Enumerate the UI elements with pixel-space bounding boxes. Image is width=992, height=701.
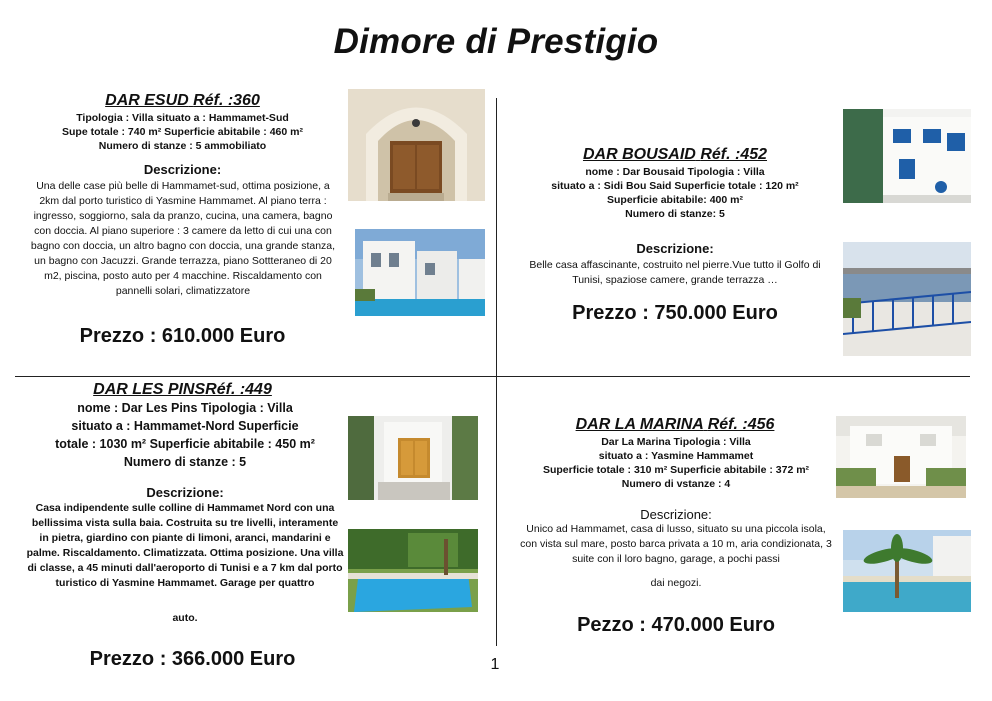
listing-ref: Réf. :456 [707, 416, 775, 433]
listing-name: DAR BOUSAID [582, 146, 696, 163]
listing-heading [530, 416, 820, 434]
marina-palm-photo [843, 530, 971, 612]
info-line: situato a : Yasmine Hammamet [598, 450, 754, 462]
info-line: situato a : Sidi Bou Said Superficie totale : 120 m² [551, 180, 799, 192]
villa-pool-photo [355, 229, 485, 316]
description-text: Una delle case più belle di Hammamet-sud, ottima posizione, a 2km dal porto turistico di Yasmine Hammamet. Al piano terra : ingresso, soggiorno, sala da pranzo, cucina, una camera, bagno con doccia. Al piano superiore : 3 camere da letto di cui una con bagno con doccia, un altro bagno con doccia, una grande stanza, un bagno con Jacuzzi. Grande terrazza, piano Sottteraneo di 20 m2, piscina, posto auto per 4 macchine. Riscaldamento con pannelli solari, climatizzatore [30, 180, 336, 297]
description-tail: dai negozi. [650, 577, 702, 589]
info-line: nome : Dar Les Pins Tipologia : Villa [77, 401, 293, 415]
description-label: Descrizione: [146, 485, 224, 500]
description-label: Descrizione: [143, 162, 222, 177]
listing-ref: Réf. :452 [700, 146, 768, 163]
villa-arch-door-photo [348, 89, 485, 201]
listing-info [515, 435, 837, 491]
info-line: nome : Dar Bousaid Tipologia : Villa [585, 166, 765, 178]
description-text: Casa indipendente sulle colline di Hammamet Nord con una bellissima vista sulla baia. Costruita su tre livelli, interamente in pietra, giardino con piante di limoni, aranci, mandarini e palme. Riscaldamento. Climatizzata. Ottima posizione. Una villa di classe, a 45 minuti dall'aeroporto di Tunisi e a 7 km dal porto turistico di Yasmine Hammamet. Garage per quattro [26, 502, 344, 589]
description-tail: auto. [172, 612, 198, 624]
listing-ref: Réf. :449 [205, 381, 272, 398]
listing-info [515, 165, 835, 221]
blue-white-house-photo [843, 109, 971, 203]
listing-heading [530, 146, 820, 164]
listing-name: DAR LES PINS [93, 381, 206, 398]
listing-name: DAR ESUD [105, 92, 189, 109]
description-text: Belle casa affascinante, costruito nel pierre.Vue tutto il Golfo di Tunisi, spaziose camere, grande terrazza … [529, 259, 821, 286]
price: Prezzo : 610.000 Euro [79, 325, 286, 347]
info-line: Superficie abitabile: 400 m² [607, 194, 743, 206]
listing-name: DAR LA MARINA [575, 416, 704, 433]
listing-heading [40, 92, 325, 110]
listing-heading [30, 381, 335, 399]
info-line: Supe totale : 740 m² Superficie abitabile : 460 m² [62, 126, 303, 138]
info-line: Numero di vstanze : 4 [621, 478, 731, 490]
info-line: Numero di stanze : 5 ammobiliato [98, 140, 267, 152]
price: Pezzo : 470.000 Euro [577, 614, 775, 636]
page-title: Dimore di Prestigio [333, 22, 659, 61]
sea-view-terrace-photo [843, 242, 971, 356]
description-label: Descrizione: [636, 241, 714, 256]
info-line: Dar La Marina Tipologia : Villa [601, 436, 751, 448]
listing-info [20, 399, 350, 471]
pool-palms-photo [348, 529, 478, 612]
white-house-facade-photo [836, 416, 966, 498]
description-text: Unico ad Hammamet, casa di lusso, situato su una piccola isola, con vista sul mare, posto barca privata a 10 m, aria condizionata, 3 suite con il loro bagno, garage, a pochi passi [520, 523, 832, 565]
info-line: Numero di stanze: 5 [625, 208, 725, 220]
info-line: Superficie totale : 310 m² Superficie abitabile : 372 m² [542, 464, 810, 476]
info-line: totale : 1030 m² Superficie abitabile : 450 m² [55, 437, 315, 451]
info-line: Tipologia : Villa situato a : Hammamet-Sud [76, 112, 289, 124]
page-number: 1 [490, 656, 500, 673]
vertical-divider [496, 98, 497, 646]
price: Prezzo : 366.000 Euro [89, 648, 296, 670]
description-label: Descrizione: [640, 507, 712, 522]
listing-ref: Réf. :360 [193, 92, 260, 109]
price: Prezzo : 750.000 Euro [572, 302, 778, 324]
info-line: Numero di stanze : 5 [123, 455, 247, 469]
horizontal-divider [15, 376, 970, 377]
wooden-door-entrance-photo [348, 416, 478, 500]
info-line: situato a : Hammamet-Nord Superficie [71, 419, 299, 433]
listing-info [30, 111, 335, 153]
